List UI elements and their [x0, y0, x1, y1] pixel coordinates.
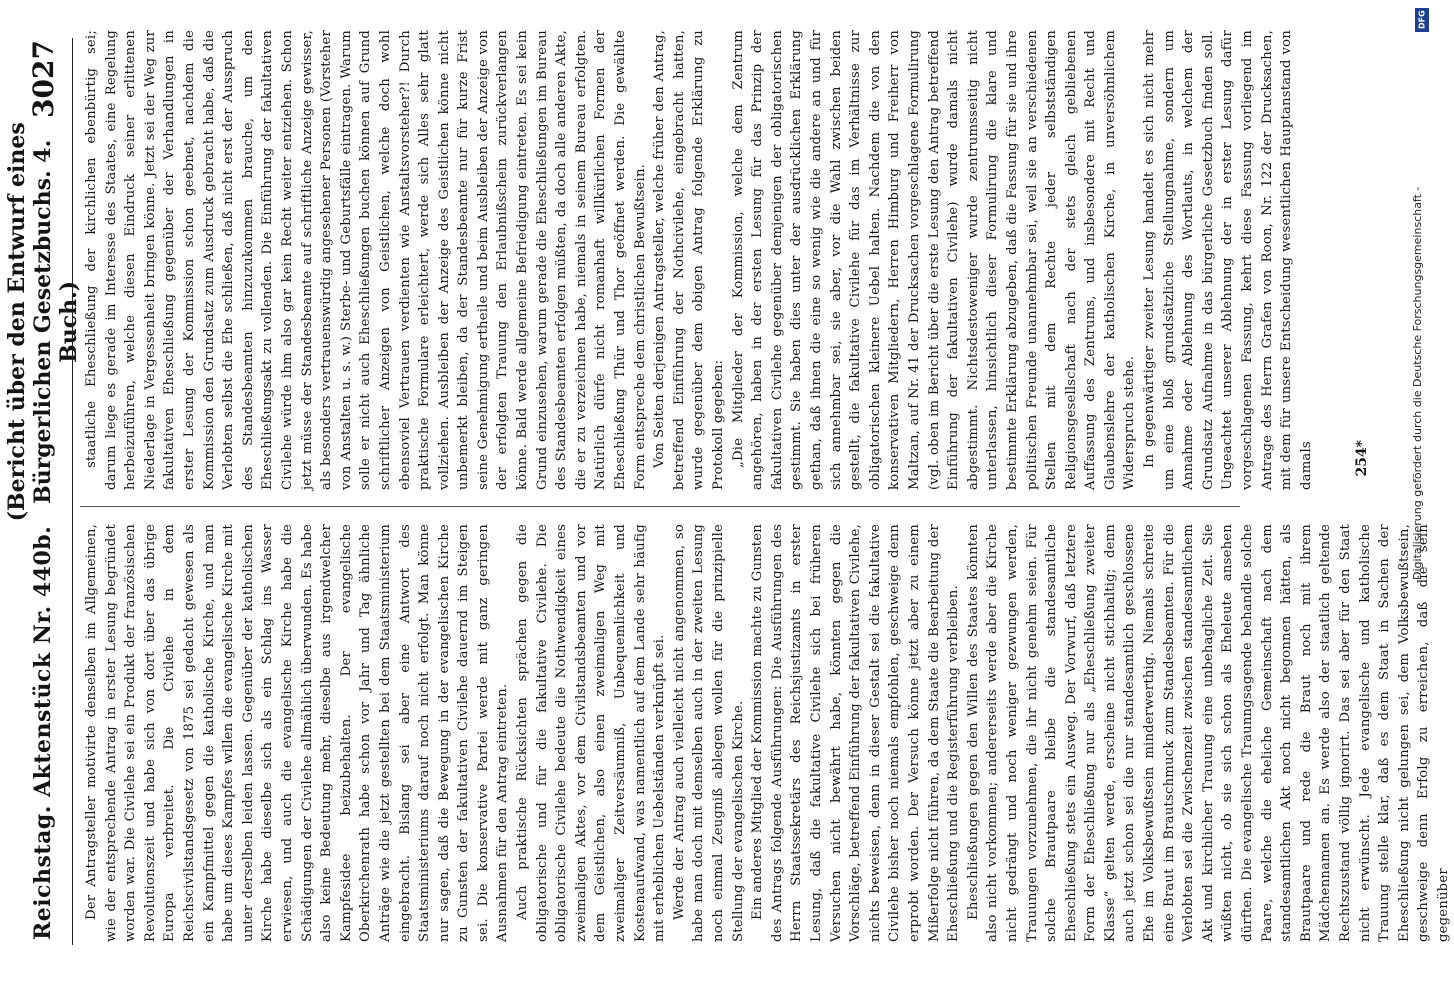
page-header [4, 40, 82, 940]
paragraph: „Die Mitglieder der Kommission, welche dem Zentrum angehören, haben in der ersten Lesung für das Prinzip der fakultativen Civilehe gegenüber demjenigen der obligatorischen gestimmt. Sie haben dies unter der ausdrücklichen Erklärung gethan, daß ihnen die eine so wenig wie die andere an und für sich annehmbar sei, sie aber, vor die Wahl zwischen beiden gestellt, die fakultative Civilehe für das im Verhältnisse zur obligatorischen kleinere Uebel halten. Nachdem die von den konservativen Mitgliedern, Herren Himburg und Freiherr von Maltzan, auf Nr. 41 der Drucksachen vorgeschlagene Formulirung (vgl. oben im Bericht über die erste Lesung den Antrag betreffend Einführung der fakultativen Civilehe) wurde damals nicht abgestimmt. Nichtsdestoweniger wurde zentrumsseitig nicht unterlassen, hinsichtlich dieser Formulirung die klare und bestimmte Erklärung abzugeben, daß die Fassung für sie und ihre politischen Freunde unannehmbar sei, weil sie an verschiedenen Stellen mit dem Rechte jeder selbstständigen Religionsgesellschaft nach der stets gleich gebliebenen Auffassung des Zentrums, und insbesondere mit Recht und Glaubenslehre der katholischen Kirche, in unversöhnlichem Widerspruch stehe. [730, 30, 1138, 490]
signature-mark: 254* [1354, 440, 1370, 477]
header-rule [72, 38, 73, 945]
header-title: (Bericht über den Entwurf eines Bürgerlichen Gesetzbuchs. 4. Buch.) [4, 122, 82, 522]
paragraph: Der Antragsteller motivirte denselben im Allgemeinen, wie der entsprechende Antrag in erster Lesung begründet worden war. Die Civilehe sei ein Produkt der französischen Revolutionszeit und habe sich von dort über das übrige Europa verbreitet. Die Civilehe in dem Reichscivilstandsgesetz von 1875 sei gedacht gewesen als ein Kampfmittel gegen die katholische Kirche, und man habe um dieses Kampfes willen die evangelische Kirche mit unter derselben leiden lassen. Gegenüber der katholischen Kirche habe dieselbe sich als ein Schlag ins Wasser erwiesen, und auch die evangelische Kirche habe die Schädigungen der Civilehe allmählich überwunden. Es habe also keine Bedeutung mehr, dieselbe aus irgendwelcher Kampfesidee beizubehalten. Der evangelische Oberkirchenrath habe schon vor Jahr und Tag ähnliche Anträge wie die jetzt gestellten bei dem Staatsministerium eingebracht. Bislang sei aber eine Antwort des Staatsministeriums darauf noch nicht erfolgt. Man könne nur sagen, daß die Bewegung in der evangelischen Kirche zu Gunsten der fakultativen Civilehe dauernd im Steigen sei. Die konservative Partei werde mit ganz geringen Ausnahmen für den Antrag eintreten. [84, 524, 511, 942]
header-left: Reichstag. Aktenstück Nr. 440b. [30, 525, 56, 940]
digitization-credit: Digitalisierung gefördert durch die Deutsche Forschungsgemeinschaft - [1411, 186, 1424, 580]
paragraph: Werde der Antrag auch vielleicht nicht angenommen, so habe man doch mit demselben auch in der zweiten Lesung noch einmal Zeugniß ablegen wollen für die prinzipielle Stellung der evangelischen Kirche. [671, 524, 746, 942]
paragraph: staatliche Eheschließung der kirchlichen ebenbürtig sei; darum liege es gerade im Interesse des Staates, eine Regelung herbeizuführen, welche diesen Eindruck seiner erlittenen Niederlage in Vergessenheit bringen könne. Jetzt sei der Weg zur fakultativen Eheschließung gegenüber der Verhandlungen in erster Lesung der Kommission schon geebnet, nachdem die Kommission den Grundsatz zum Ausdruck gebracht habe, daß die Verlobten selbst die Ehe schließen, daß nicht erst der Ausspruch des Standesbeamten hinzuzukommen brauche, um den Eheschließungsakt zu vollenden. Die Einführung der fakultativen Civilehe würde ihm also gar kein Recht weiter entziehen. Schon jetzt müsse der Standesbeamte auf schriftliche Anzeige gewisser, als besonders vertrauenswürdig angesehener Personen (Vorsteher von Anstalten u. s. w.) Sterbe- und Geburtsfälle eintragen. Warum solle er nicht auch Eheschließungen buchen können auf Grund schriftlicher Anzeigen von Geistlichen, welche doch wohl ebensoviel Vertrauen verdienten wie Anstaltsvorsteher?! Durch praktische Formulare erleichtert, werde sich Alles sehr glatt vollziehen. Ausbleiben der Anzeige des Geistlichen könne nicht unbemerkt bleiben, da der Standesbeamte nur für kurze Frist seine Genehmigung ertheile und beim Ausbleiben der Anzeige von der erfolgten Trauung den Erlaubnißschein zurückverlangen könne. Bald werde allgemeine Befriedigung eintreten. Es sei kein Grund einzusehen, warum gerade die Eheschließungen im Bureau des Standesbeamten erfolgen müßten, da doch alle anderen Akte, die er zu verzeichnen habe, niemals in seinem Bureau erfolgten. Natürlich dürfe nicht romanhaft willkürlichen Formen der Eheschließung Thür und Thor geöffnet werden. Die gewählte Form entspreche dem christlichen Bewußtsein. [84, 30, 648, 490]
paragraph: Auch praktische Rücksichten sprächen gegen die obligatorische und für die fakultative Civilehe. Die obligatorische Civilehe bedeute die Nothwendigkeit eines zweimaligen Aktes, vor dem Civilstandsbeamten und vor dem Geistlichen, also einen zweimaligen Weg mit zweimaliger Zeitversäumniß, Unbequemlichkeit und Kostenaufwand, was namentlich auf dem Lande sehr häufig mit erheblichen Uebelständen verknüpft sei. [515, 524, 668, 942]
paragraph: Von Seiten derjenigen Antragsteller, welche früher den Antrag, betreffend Einführung der Nothcivilehe, eingebracht hatten, wurde gegenüber dem obigen Antrag folgende Erklärung zu Protokoll gegeben: [652, 30, 726, 490]
text-column-left [82, 524, 1451, 942]
paragraph: Ein anderes Mitglied der Kommission machte zu Gunsten des Antrags folgende Ausführungen: Die Ausführungen des Herrn Staatssekretärs des Reichsjustizamts in erster Lesung, daß die fakultative Civilehe sich bei früheren Versuchen nicht bewährt habe, könnten gegen die Vorschläge, betreffend Einführung der fakultativen Civilehe, nichts beweisen, denn in dieser Gestalt sei die fakultative Civilehe bisher noch niemals empfohlen, geschweige denn erprobt worden. Der Versuch könne jetzt aber zu einem Mißerfolge nicht führen, da dem Staate die Bearbeitung der Eheschließung und die Registerführung verbleiben. [750, 524, 962, 942]
text-column-right [82, 30, 1330, 490]
column-separator [80, 506, 1240, 507]
paragraph: Eheschließungen gegen den Willen des Staates könnten also nicht vorkommen; andererseits werde aber die Kirche nicht gedrängt und noch weniger gezwungen werden, Trauungen vorzunehmen, die ihr nicht genehm seien. Für solche Brautpaare bleibe die standesamtliche Eheschließung stets ein Ausweg. Der Vorwurf, daß letztere Form der Eheschließung nur als „Eheschließung zweiter Klasse“ gelten werde, erscheine nicht stichhaltig; denn auch jetzt schon sei die nur standesamtlich geschlossene Ehe im Volksbewußtsein minderwerthig. Niemals schreite eine Braut im Brautschmuck zum Standesbeamten. Für die Verlobten sei die Zwischenzeit zwischen standesamtlichem Akt und kirchlicher Trauung eine unbehagliche Zeit. Sie wüßten nicht, ob sie sich schon als Eheleute ansehen dürften. Die evangelische Traunngsagende behandle solche Paare, welche die eheliche Gemeinschaft nach dem standesamtlichen Akt noch nicht begonnen hätten, als Brautpaare und rede die Braut noch mit ihrem Mädchennamen an. Es werde also der staatlich geltende Rechtszustand völlig ignorirt. Das sei aber für den Staat nicht erwünscht. Jede evangelische und katholische Trauung stelle klar, daß es dem Staat in Sachen der Eheschließung nicht gelungen sei, dem Volksbewußtsein, geschweige denn Erfolg zu erreichen, daß die sein gegenüber [965, 524, 1451, 942]
paragraph: In gegenwärtiger zweiter Lesung handelt es sich nicht mehr um eine bloß grundsätzliche Stellungnahme, sondern um Annahme oder Ablehnung des Wortlauts, in welchem der Grundsatz Aufnahme in das bürgerliche Gesetzbuch finden soll. Ungeachtet unserer Ablehnung der in erster Lesung dafür vorgeschlagenen Fassung, kehrt diese Fassung vorliegend im Antrage des Herrn Grafen von Roon, Nr. 122 der Drucksachen, mit dem für unsere Entscheidung wesentlichen Hauptanstand von damals [1142, 30, 1314, 490]
page-number: 3027 [26, 40, 60, 118]
dfg-logo-icon: DFG [1415, 8, 1429, 32]
